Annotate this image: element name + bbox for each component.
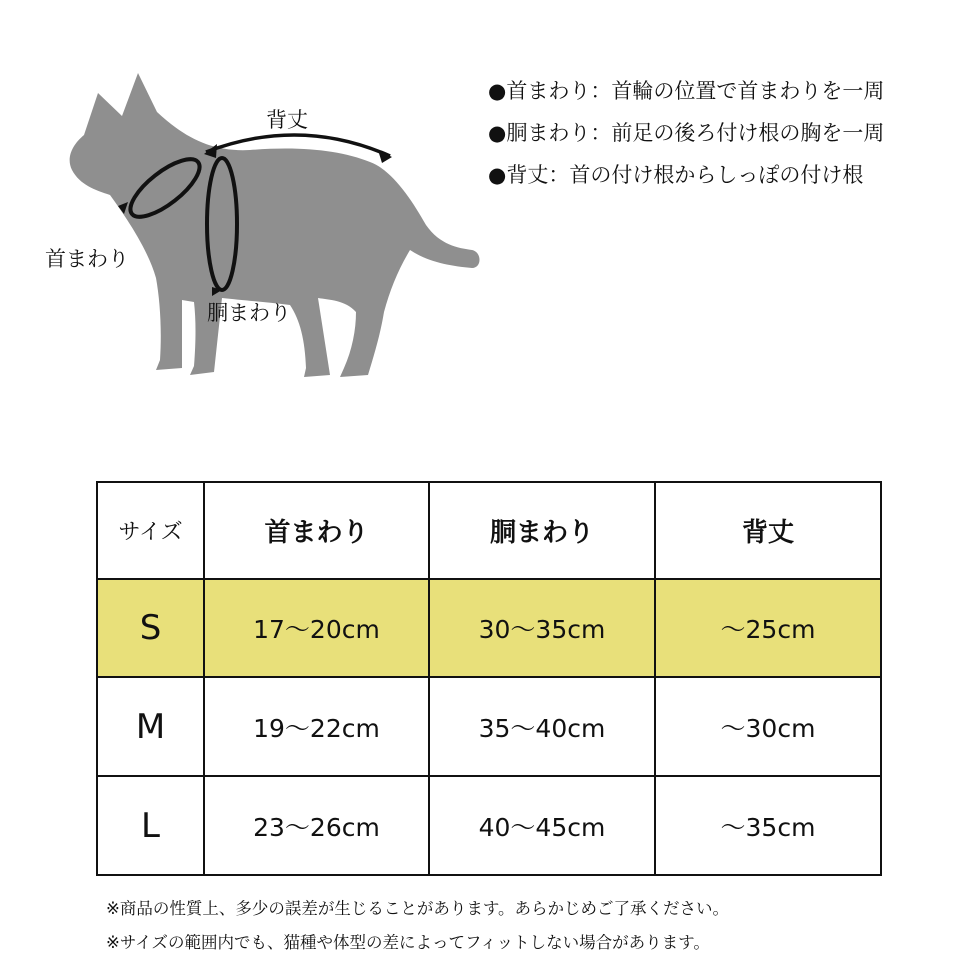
neck-cell: 19〜22cm <box>204 677 429 776</box>
footnotes <box>106 892 729 960</box>
chest-cell: 35〜40cm <box>429 677 655 776</box>
back-length-label: 背丈 <box>266 108 308 132</box>
table-row <box>97 677 881 776</box>
table-row <box>97 579 881 677</box>
note-neck: ●首まわり：首輪の位置で首まわりを一周 <box>488 79 885 103</box>
size-cell: L <box>97 776 204 875</box>
neck-cell: 17〜20cm <box>204 579 429 677</box>
table-header-row <box>97 482 881 579</box>
cat-silhouette-icon <box>0 0 500 420</box>
chest-cell: 40〜45cm <box>429 776 655 875</box>
footnote-fit: ※サイズの範囲内でも、猫種や体型の差によってフィットしない場合があります。 <box>106 933 710 952</box>
chest-label: 胴まわり <box>207 301 291 325</box>
measurement-notes <box>488 70 884 196</box>
note-back: ●背丈：首の付け根からしっぽの付け根 <box>488 163 864 187</box>
size-cell: M <box>97 677 204 776</box>
size-table <box>96 481 882 876</box>
note-chest: ●胴まわり：前足の後ろ付け根の胸を一周 <box>488 121 885 145</box>
back-cell: 〜25cm <box>655 579 881 677</box>
measurement-diagram <box>0 0 500 420</box>
neck-cell: 23〜26cm <box>204 776 429 875</box>
header-back: 背丈 <box>655 482 881 579</box>
back-cell: 〜30cm <box>655 677 881 776</box>
neck-label: 首まわり <box>45 247 129 271</box>
header-chest: 胴まわり <box>429 482 655 579</box>
size-cell: S <box>97 579 204 677</box>
header-neck: 首まわり <box>204 482 429 579</box>
back-cell: 〜35cm <box>655 776 881 875</box>
footnote-tolerance: ※商品の性質上、多少の誤差が生じることがあります。あらかじめご了承ください。 <box>106 899 730 918</box>
header-size: サイズ <box>97 482 204 579</box>
chest-cell: 30〜35cm <box>429 579 655 677</box>
table-row <box>97 776 881 875</box>
